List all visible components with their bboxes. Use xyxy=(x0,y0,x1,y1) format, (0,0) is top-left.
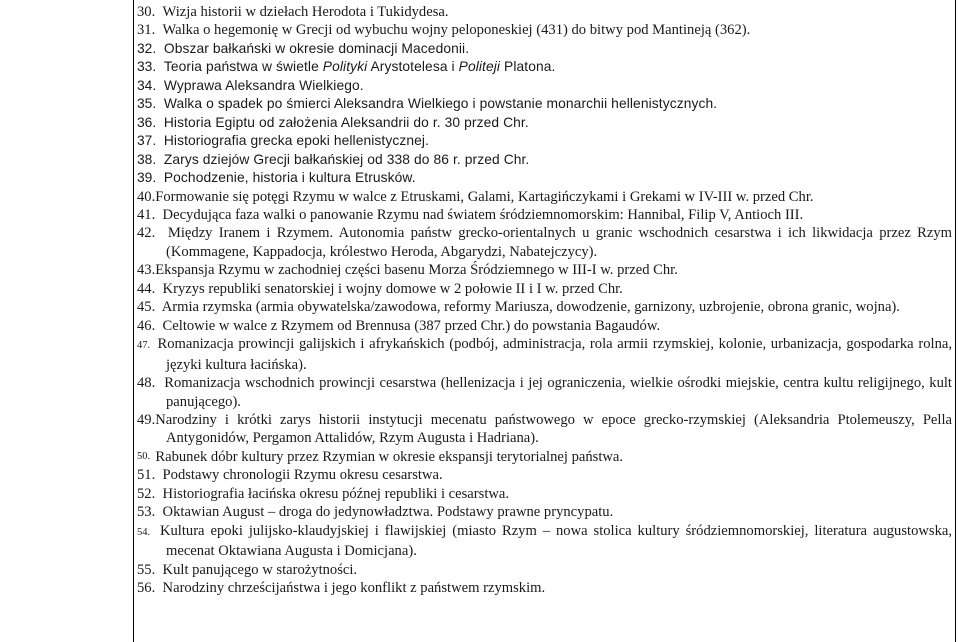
list-item xyxy=(137,77,952,95)
item-number: 47. xyxy=(137,340,158,352)
item-number: 51. xyxy=(137,467,163,484)
item-text: Decydująca faza walki o panowanie Rzymu nad światem śródziemnomorskim: Hannibal, Filip V, Antioch III. xyxy=(162,206,804,223)
item-text: Narodziny chrześcijaństwa i jego konflikt z państwem rzymskim. xyxy=(162,580,546,597)
item-number: 44. xyxy=(137,280,163,297)
list-item xyxy=(137,261,952,279)
topic-list xyxy=(137,3,952,598)
item-text: Teoria państwa w świetle Polityki Arystotelesa i Politeji Platona. xyxy=(163,59,556,75)
table-border-right xyxy=(955,0,956,642)
item-text: Kult panującego w starożytności. xyxy=(162,561,358,578)
list-item xyxy=(137,132,952,150)
list-item xyxy=(137,298,952,316)
item-number: 34. xyxy=(137,77,164,93)
item-text: Rabunek dóbr kultury przez Rzymian w okresie ekspansji terytorialnej państwa. xyxy=(155,448,624,465)
list-item xyxy=(137,58,952,76)
item-text: Walka o hegemonię w Grecji od wybuchu wojny peloponeskiej (431) do bitwy pod Mantineją (362). xyxy=(162,22,751,39)
item-text: Kryzys republiki senatorskiej i wojny domowe w 2 połowie II i I w. przed Chr. xyxy=(162,280,623,297)
item-number: 43. xyxy=(137,262,156,279)
item-number: 49. xyxy=(137,411,156,428)
item-number: 42. xyxy=(137,225,168,242)
list-item xyxy=(137,95,952,113)
item-number: 32. xyxy=(137,40,164,56)
item-number: 39. xyxy=(137,170,164,186)
item-text: Ekspansja Rzymu w zachodniej części basenu Morza Śródziemnego w III-I w. przed Chr. xyxy=(155,262,678,279)
item-text: Narodziny i krótki zarys historii instytucji mecenatu państwowego w epoce grecko-rzymskiej (Aleksandria Ptolemeuszy, Pella Antygonidów, Pergamon Attalidów, Rzym Augusta i Hadriana). xyxy=(155,411,952,447)
item-text: Wizja historii w dziełach Herodota i Tukidydesa. xyxy=(162,4,449,20)
item-number: 38. xyxy=(137,151,164,167)
item-text: Kultura epoki julijsko-klaudyjskiej i flawijskiej (miasto Rzym – nowa stolica kultury śródziemnomorskiej, literatura augustowska, mecenat Oktawiana Augusta i Domicjana). xyxy=(159,522,953,560)
list-item xyxy=(137,21,952,39)
item-number: 45. xyxy=(137,299,162,316)
item-number: 48. xyxy=(137,375,165,392)
item-number: 50. xyxy=(137,450,156,462)
list-item xyxy=(137,3,952,21)
list-item xyxy=(137,448,952,466)
list-item xyxy=(137,151,952,169)
item-text: Między Iranem i Rzymem. Autonomia państw grecko-orientalnych u granic wschodnich cesarstwa i ich likwidacja przez Rzym (Kommagene, Kappadocja, królestwo Heroda, Abgarydzi, Nabatejczycy). xyxy=(166,225,952,260)
list-item xyxy=(137,466,952,484)
list-item xyxy=(137,114,952,132)
item-text: Historia Egiptu od założenia Aleksandrii do r. 30 przed Chr. xyxy=(163,114,529,130)
item-number: 56. xyxy=(137,580,163,597)
item-number: 37. xyxy=(137,133,164,149)
list-item xyxy=(137,317,952,335)
list-item xyxy=(137,485,952,503)
item-text: Wyprawa Aleksandra Wielkiego. xyxy=(163,77,364,93)
item-text: Romanizacja prowincji galijskich i afrykańskich (podbój, administracja, rola armii rzymskiej, kolonie, urbanizacja, gospodarka rolna, języki kultura łacińska). xyxy=(157,336,952,373)
list-item xyxy=(137,561,952,579)
list-item xyxy=(137,169,952,187)
item-text: Historiografia łacińska okresu późnej republiki i cesarstwa. xyxy=(162,485,510,502)
item-text: Pochodzenie, historia i kultura Etrusków. xyxy=(163,170,416,186)
item-number: 46. xyxy=(137,317,163,334)
item-text: Walka o spadek po śmierci Aleksandra Wielkiego i powstanie monarchii hellenistycznych. xyxy=(163,96,718,112)
list-item xyxy=(137,503,952,521)
list-item xyxy=(137,411,952,448)
item-text: Obszar bałkański w okresie dominacji Macedonii. xyxy=(163,40,470,56)
item-text: Historiografia grecka epoki hellenistycznej. xyxy=(163,133,429,149)
item-number: 36. xyxy=(137,114,164,130)
list-item xyxy=(137,579,952,597)
item-number: 52. xyxy=(137,485,163,502)
item-text: Oktawian August – droga do jedynowładztwa. Podstawy prawne pryncypatu. xyxy=(162,504,614,521)
item-number: 40. xyxy=(137,188,156,205)
item-text: Zarys dziejów Grecji bałkańskiej od 338 do 86 r. przed Chr. xyxy=(163,151,530,167)
item-number: 41. xyxy=(137,206,163,223)
item-number: 53. xyxy=(137,504,163,521)
item-text: Celtowie w walce z Rzymem od Brennusa (387 przed Chr.) do powstania Bagaudów. xyxy=(162,317,661,334)
item-number: 31. xyxy=(137,22,163,39)
list-item xyxy=(137,335,952,374)
list-item xyxy=(137,280,952,298)
list-item xyxy=(137,522,952,561)
item-number: 35. xyxy=(137,96,164,112)
item-text: Formowanie się potęgi Rzymu w walce z Etruskami, Galami, Kartagińczykami i Grekami w IV-III w. przed Chr. xyxy=(155,188,814,205)
table-border-left xyxy=(133,0,134,642)
item-number: 55. xyxy=(137,561,163,578)
list-item xyxy=(137,224,952,261)
item-text: Armia rzymska (armia obywatelska/zawodowa, reformy Mariusza, dowodzenie, garnizony, uzbrojenie, obrona granic, wojna). xyxy=(161,299,900,316)
item-number: 30. xyxy=(137,4,163,20)
item-number: 33. xyxy=(137,59,164,75)
list-item xyxy=(137,374,952,411)
list-item xyxy=(137,206,952,224)
item-text: Romanizacja wschodnich prowincji cesarstwa (hellenizacja i jej ograniczenia, wielkie ośrodki miejskie, centra kultu religijnego, kult panującego). xyxy=(164,375,952,410)
item-text: Podstawy chronologii Rzymu okresu cesarstwa. xyxy=(162,467,443,484)
item-number: 54. xyxy=(137,526,160,538)
list-item xyxy=(137,40,952,58)
list-item xyxy=(137,188,952,206)
